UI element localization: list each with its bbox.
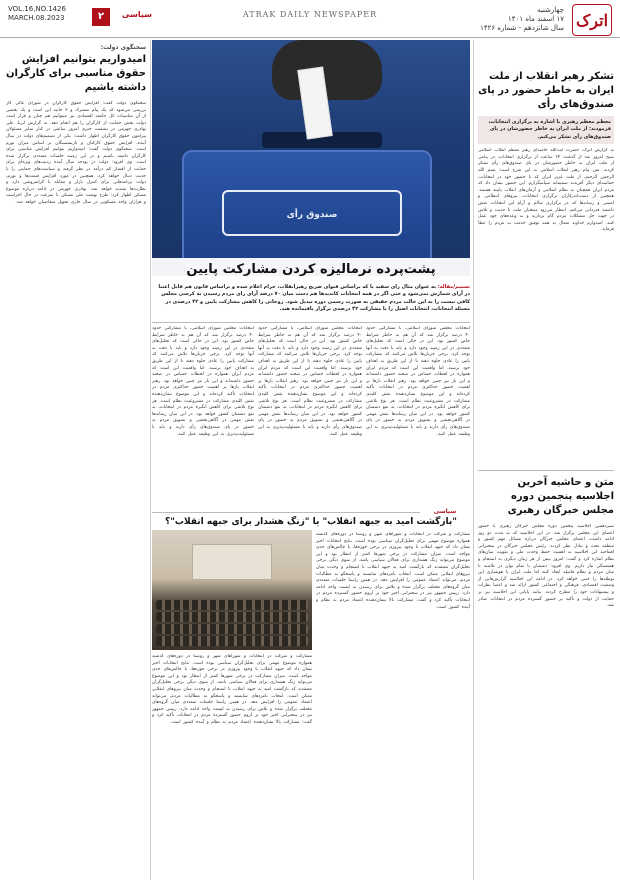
date-full: ۱۷ اسفند ماه ۱۴۰۱ [508,15,564,23]
right-top-headline: تشکر رهبر انقلاب از ملت ایران به خاطر حضور در پای صندوق‌های رأی [478,71,614,110]
volume-date: MARCH.08.2023 [8,14,65,22]
right-bottom-article [478,476,614,874]
crowd-row [156,600,308,610]
crowd-row [156,636,308,646]
lower-body-col-1: مشارکت و شرکت در انتخابات و شوراهای شهر و روستا در دوره‌های گذشته همواره موضوع مهمی برای تحلیل‌گران سیاسی بوده است. نتایج انتخابات اخیر نشان داد که جبهه انقلاب با وجود پیروزی در برخی حوزه‌ها، با چالش‌های جدی مواجه است. میزان مشارکت در برخی شهرها کمتر از انتظار بود و این موضوع می‌تواند زنگ هشداری برای فعالان سیاسی باشد. از سوی دیگر، برخی تحلیل‌گران معتقدند که بازگشت امید به جبهه انقلاب با انسجام و وحدت میان نیروهای انقلابی ممکن است. انتخاب نامزدهای شایسته و پاسخگو به مطالبات مردم، می‌تواند اعتماد عمومی را افزایش دهد. در همین راستا جلسات متعددی میان گروه‌های مختلف برگزار شده و تلاش برای رسیدن به لیست واحد ادامه دارد. رییس جمهور نیز در سخنرانی اخیر خود بر لزوم حضور گسترده مردم در انتخابات تأکید کرد و گفت: مشارکت بالا نشان‌دهنده اعتماد مردم به نظام و آینده کشور است. [316,532,470,610]
section-label: سیاسی [121,10,152,19]
left-article [6,44,146,881]
newspaper-logo: اترک [572,4,612,36]
right-top-lead: معظم معظم رهبری با اشاره به برگزاری انتخابات، فرمودند: از ملت ایران به خاطر حضورشان در پای صندوق‌های رأی تشکر می‌کنم. [478,116,614,144]
right-bottom-body: سیزدهمین اجلاسیه پنجمین دوره مجلس خبرگان رهبری با حضور اعضای این مجلس برگزار شد. در این اجلاسیه که به مدت دو روز ادامه داشت، اعضای مجلس خبرگان درباره مسائل مهم کشور و منطقه بحث و تبادل نظر کردند. رئیس مجلس خبرگان در سخنرانی افتتاحیه این اجلاسیه به اهمیت حفظ وحدت ملی و تقویت بنیان‌های نظام اشاره کرد و گفت: امروز بیش از هر زمان دیگری به انسجام و همبستگی نیاز داریم. وی افزود: دشمنان با تمام توان در تلاشند تا میان مردم و نظام فاصله ایجاد کنند اما ملت ایران با هوشیاری این توطئه‌ها را خنثی خواهد کرد. در ادامه این اجلاسیه گزارش‌هایی از وضعیت اقتصادی، فرهنگی و اجتماعی کشور ارائه شد و اعضا نظرات و پیشنهادات خود را مطرح کردند. بیانیه پایانی این اجلاسیه نیز بر حمایت از دولت و تأکید بر حضور گسترده مردم در انتخابات صادر شد. [478,524,614,609]
issue-number: سال شانزدهم - شماره ۱۴۲۶ [480,24,564,32]
crowd-row [156,624,308,634]
volume-info [8,5,88,23]
left-body: سخنگوی دولت گفت: افزایش حقوق کارگران در شورای عالی کار بررسی می‌شود که یک پیام مشترک و ۳ جانبه این است و یک بخشی از آن مناسبات کل جامعه اقتصادی نیز میتوانیم هم چنان و قرار است دولت بخش حمایت از کارگران را هم انجام دهد. به گزارش ایرنا، علی بهادری جهرمی در نشست خبری امروز ساعتی در کنار سایر مسئولان پیرامون حقوق کارگران اظهار داشت: یکی از تصمیم‌های دولت در سال آینده، افزایش حقوق کارکنان و بازنشستگان بر اساس میزان تورم است. سخنگوی دولت گفت: امیدواریم بتوانیم افزایش مناسبی برای کارگران داشته باشیم و در این زمینه جلسات متعددی برگزار شده است. وی افزود: دولت در بودجه سال آینده ردیف‌های ویژه‌ای برای حمایت از اقشار کم درآمد در نظر گرفته و سیاست‌های حمایتی را با جدیت دنبال خواهد کرد. همچنین در مورد افزایش قیمت‌ها و تورم، دولت برنامه‌هایی برای کنترل بازار و مقابله با گرانفروشی دارد و نظارت‌ها تشدید خواهد شد. بهادری جهرمی در ادامه درباره موضوع مسکن اظهار کرد: طرح نهضت ملی مسکن با سرعت در حال اجراست و هزاران واحد مسکونی در سال جاری تحویل متقاضیان خواهد شد. [6,101,146,205]
main-body-col-2: انتخابات مجلس شورای اسلامی، با مشارکتی حدود ۴۰ درصد برگزار شد که آن هم به خاطر شرایط خاص کشور بود. این در حالی است که تحلیل‌های متعددی در این زمینه وجود دارد و باید با دقت به آنها توجه کرد. برخی جریان‌ها تلاش می‌کنند که مشارکت پایین را عادی جلوه دهند تا از این طریق به اهداف خود برسند. اما واقعیت این است که مردم ایران همواره در لحظات حساس در صحنه حضور داشته‌اند و این بار نیز چنین خواهد بود. رهبر انقلاب بارها بر اهمیت حضور حداکثری مردم در انتخابات تأکید کرده‌اند و این موضوع نشان‌دهنده نقش کلیدی مشارکت در مشروعیت نظام است. هر نوع تلاشی برای کاهش انگیزه مردم در انتخابات، به نفع دشمنان کشور خواهد بود. در این میان رسانه‌ها نقش مهمی در آگاهی‌بخشی و تشویق مردم به حضور در پای صندوق‌های رأی دارند و باید با مسئولیت‌پذیری به این وظیفه عمل کنند. [258,326,362,437]
crowd-row [156,612,308,622]
issue-date [454,6,564,33]
left-kicker: سخنگوی دولت: [100,44,146,51]
stage-shape [192,544,272,580]
right-bottom-headline: متن و حاشیه آخرین اجلاسیه پنجمین دوره مجلس خبرگان رهبری [507,477,614,516]
main-body-col-1: انتخابات مجلس شورای اسلامی، با مشارکتی حدود ۴۰ درصد برگزار شد که آن هم به خاطر شرایط خاص کشور بود. این در حالی است که تحلیل‌های متعددی در این زمینه وجود دارد و باید با دقت به آنها توجه کرد. برخی جریان‌ها تلاش می‌کنند که مشارکت پایین را عادی جلوه دهند تا از این طریق به اهداف خود برسند. اما واقعیت این است که مردم ایران همواره در لحظات حساس در صحنه حضور داشته‌اند و این بار نیز چنین خواهد بود. رهبر انقلاب بارها بر اهمیت حضور حداکثری مردم در انتخابات تأکید کرده‌اند و این موضوع نشان‌دهنده نقش کلیدی مشارکت در مشروعیت نظام است. هر نوع تلاشی برای کاهش انگیزه مردم در انتخابات، به نفع دشمنان کشور خواهد بود. در این میان رسانه‌ها نقش مهمی در آگاهی‌بخشی و تشویق مردم به حضور در پای صندوق‌های رأی دارند و باید با مسئولیت‌پذیری به این وظیفه عمل کنند. [366,326,470,437]
main-byline: تسنیم/مقاله: [437,284,470,290]
lower-photo [152,530,312,650]
right-top-body: به گزارش اترک، حضرت آیت‌الله خامنه‌ای رهبر معظم انقلاب اسلامی صبح امروز بعد از گذشت ۲۴ ساعت از برگزاری انتخابات، در پیامی از ملت ایران به خاطر حضورشان در پای صندوق‌های رأی تشکر کردند. متن پیام رهبر انقلاب اسلامی به این شرح است: بسم الله الرحمن الرحیم، از ملت عزیز ایران که با حضور خود در انتخابات، حماسه‌ای دیگر آفریدند صمیمانه سپاسگزارم. این حضور نشان داد که مردم ایران همچنان به نظام اسلامی و آرمان‌های انقلاب پایبند هستند. همچنین از دست‌اندرکاران برگزاری انتخابات، نیروهای انتظامی و امنیتی و رسانه‌ها که در برگزاری سالم و آرام این انتخابات نقش داشتند قدردانی می‌کنم. انتظار می‌رود منتخبان ملت با جدیت و تلاش در جهت حل مشکلات مردم گام بردارند و به وعده‌های خود عمل کنند. امیدوارم خداوند متعال به همه توفیق خدمت به مردم را عطا فرماید. [478,148,614,233]
date-day: چهارشنبه [537,6,564,14]
volume-number: VOL.16,NO.1426 [8,5,66,13]
main-lead [152,284,470,314]
main-lead-text: به عنوان مثال رای سفید یا که براساس فتوای صریح رهبرانقلاب، حرام اعلام شده و براساس قانون هم قابل اعتنا در آرای شمارش نمی‌شود و حتی اگر در همه انتخابات کاندیدها هم دست میان ۷۰ درصد آرای رای مردم رسیدن به کرسی مجلس کافی نیست را به این حالت مردم حقیقی به صورت رسمی دوره تبدیل شود. روحانی را کاهش مشارکت پایین و ۴۲ درصدی در مسئله انتخابات، انتخابات اصیل را با مشارکت ۴۲ درصدی برگزار باقیمانده هند. [158,284,470,313]
right-top-article [478,70,614,458]
main-headline: پشت‌پرده نرمالیزه کردن مشارکت پایین [152,258,470,282]
right-divider [478,470,614,471]
main-lead-divider [152,322,470,323]
lower-section-label: سیاسی [420,508,470,515]
main-body-col-3: انتخابات مجلس شورای اسلامی، با مشارکتی حدود ۴۰ درصد برگزار شد که آن هم به خاطر شرایط خاص کشور بود. این در حالی است که تحلیل‌های متعددی در این زمینه وجود دارد و باید با دقت به آنها توجه کرد. برخی جریان‌ها تلاش می‌کنند که مشارکت پایین را عادی جلوه دهند تا از این طریق به اهداف خود برسند. اما واقعیت این است که مردم ایران همواره در لحظات حساس در صحنه حضور داشته‌اند و این بار نیز چنین خواهد بود. رهبر انقلاب بارها بر اهمیت حضور حداکثری مردم در انتخابات تأکید کرده‌اند و این موضوع نشان‌دهنده نقش کلیدی مشارکت در مشروعیت نظام است. هر نوع تلاشی برای کاهش انگیزه مردم در انتخابات، به نفع دشمنان کشور خواهد بود. در این میان رسانه‌ها نقش مهمی در آگاهی‌بخشی و تشویق مردم به حضور در پای صندوق‌های رأی دارند و باید با مسئولیت‌پذیری به این وظیفه عمل کنند. [152,326,254,437]
lower-headline: "بازگشت امید به جبهه انقلاب" یا "زنگ هشدار برای جبهه انقلاب"؟ [164,517,457,527]
newspaper-name: ATRAK DAILY NEWSPAPER [242,10,378,19]
column-divider-left [150,40,151,880]
ballot-box-label: صندوق رأی [222,190,402,236]
main-photo [152,40,470,276]
hand-shape [272,40,382,100]
column-divider-right [473,40,474,880]
page-number: ۲ [92,8,110,26]
left-headline: امیدواریم بتوانیم افزایش حقوق مناسبی برای کارگران داشته باشیم [5,54,146,93]
lower-body-col-2: مشارکت و شرکت در انتخابات و شوراهای شهر و روستا در دوره‌های گذشته همواره موضوع مهمی برای تحلیل‌گران سیاسی بوده است. نتایج انتخابات اخیر نشان داد که جبهه انقلاب با وجود پیروزی در برخی حوزه‌ها، با چالش‌های جدی مواجه است. میزان مشارکت در برخی شهرها کمتر از انتظار بود و این موضوع می‌تواند زنگ هشداری برای فعالان سیاسی باشد. از سوی دیگر، برخی تحلیل‌گران معتقدند که بازگشت امید به جبهه انقلاب با انسجام و وحدت میان نیروهای انقلابی ممکن است. انتخاب نامزدهای شایسته و پاسخگو به مطالبات مردم، می‌تواند اعتماد عمومی را افزایش دهد. در همین راستا جلسات متعددی میان گروه‌های مختلف برگزار شده و تلاش برای رسیدن به لیست واحد ادامه دارد. رییس جمهور نیز در سخنرانی اخیر خود بر لزوم حضور گسترده مردم در انتخابات تأکید کرد و گفت: مشارکت بالا نشان‌دهنده اعتماد مردم به نظام و آینده کشور است. [152,654,312,725]
